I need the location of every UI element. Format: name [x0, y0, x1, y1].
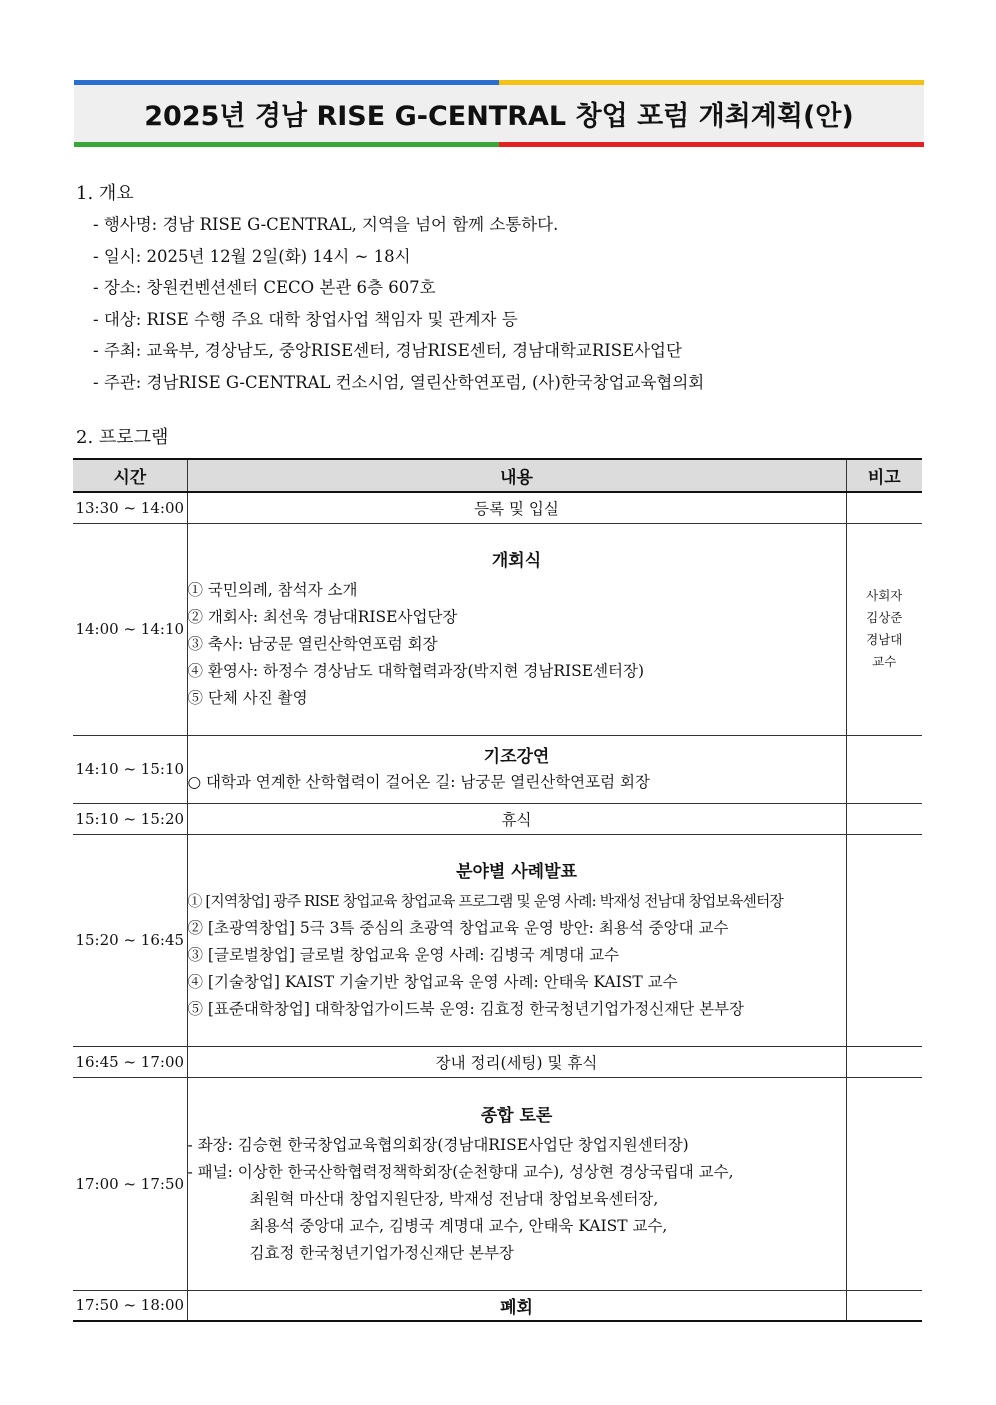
banner-bar-yellow	[499, 80, 924, 85]
row-content: 등록 및 입실	[187, 492, 846, 523]
row-time: 14:00 ~ 14:10	[73, 523, 187, 735]
program-line: ② 개회사: 최선욱 경남대RISE사업단장	[187, 608, 458, 626]
table-row	[73, 834, 922, 1046]
note-line: 김상준	[866, 610, 903, 625]
block-title: 기조강연	[483, 747, 550, 767]
col-header-time: 시간	[73, 459, 187, 492]
note-line: 경남대	[866, 632, 903, 647]
row-note	[846, 1046, 922, 1077]
program-line: ⑤ 단체 사진 촬영	[187, 689, 308, 707]
row-note	[846, 735, 922, 803]
program-line: ① [지역창업] 광주 RISE 창업교육 창업교육 프로그램 및 운영 사례: 박재성 전남대 창업보육센터장	[187, 893, 783, 910]
row-note	[846, 834, 922, 1046]
program-line: ④ [기술창업] KAIST 기술기반 창업교육 운영 사례: 안태욱 KAIST 교수	[187, 973, 678, 991]
program-line: ① 국민의례, 참석자 소개	[187, 581, 358, 599]
block-title: 종합 토론	[480, 1105, 553, 1126]
program-line: - 좌장: 김승현 한국창업교육협의회장(경남대RISE사업단 창업지원센터장)	[187, 1135, 689, 1154]
row-note	[846, 1077, 922, 1290]
table-row	[73, 492, 922, 523]
overview-organizer: - 주관: 경남RISE G-CENTRAL 컨소시엄, 열린산학연포럼, (사)한국창업교육협의회	[93, 372, 705, 392]
program-line: - 패널: 이상한 한국산학협력정책학회장(순천향대 교수), 성상현 경상국립대 교수,	[187, 1162, 734, 1181]
program-line: 김효정 한국청년기업가정신재단 본부장	[249, 1243, 514, 1262]
overview-venue: - 장소: 창원컨벤션센터 CECO 본관 6층 607호	[93, 278, 436, 297]
program-line: ○ 대학과 연계한 산학협력이 걸어온 길: 남궁문 열린산학연포럼 회장	[187, 773, 650, 791]
row-time: 13:30 ~ 14:00	[73, 492, 187, 523]
program-line: ④ 환영사: 하정수 경상남도 대학협력과장(박지현 경남RISE센터장)	[187, 662, 645, 680]
overview-date: - 일시: 2025년 12월 2일(화) 14시 ~ 18시	[93, 246, 411, 266]
table-row	[73, 523, 922, 735]
note-line: 사회자	[866, 588, 903, 603]
overview-list	[93, 212, 704, 401]
block-title: 분야별 사례발표	[456, 862, 577, 882]
program-line: ② [초광역창업] 5극 3특 중심의 초광역 창업교육 운영 방안: 최용석 중앙대 교수	[187, 919, 729, 937]
row-time: 14:10 ~ 15:10	[73, 735, 187, 803]
row-time: 15:10 ~ 15:20	[73, 803, 187, 834]
row-note	[846, 1290, 922, 1321]
program-line: 최원혁 마산대 창업지원단장, 박재성 전남대 창업보육센터장,	[249, 1189, 659, 1208]
program-line: ③ [글로벌창업] 글로벌 창업교육 운영 사례: 김병국 계명대 교수	[187, 946, 620, 964]
banner-bar-green	[74, 142, 499, 147]
row-content	[187, 1077, 846, 1290]
row-content	[187, 735, 846, 803]
row-content	[187, 523, 846, 735]
row-content	[187, 834, 846, 1046]
table-row	[73, 803, 922, 834]
row-note	[846, 492, 922, 523]
program-table	[73, 458, 922, 1322]
banner-bar-red	[499, 142, 924, 147]
block-title: 개회식	[491, 551, 542, 571]
banner-bar-blue	[74, 80, 499, 85]
table-row	[73, 735, 922, 803]
row-time: 15:20 ~ 16:45	[73, 834, 187, 1046]
note-line: 교수	[872, 654, 897, 669]
col-header-note: 비고	[846, 459, 922, 492]
row-content: 장내 정리(세팅) 및 휴식	[187, 1046, 846, 1077]
program-line: ⑤ [표준대학창업] 대학창업가이드북 운영: 김효정 한국청년기업가정신재단 본부장	[187, 1000, 744, 1018]
table-row	[73, 1290, 922, 1321]
row-time: 16:45 ~ 17:00	[73, 1046, 187, 1077]
table-header-row	[73, 459, 922, 492]
title-banner	[74, 80, 924, 147]
row-time: 17:50 ~ 18:00	[73, 1290, 187, 1321]
section-program-heading: 2. 프로그램	[76, 427, 169, 448]
program-line: ③ 축사: 남궁문 열린산학연포럼 회장	[187, 635, 438, 653]
table-row	[73, 1046, 922, 1077]
row-note	[846, 803, 922, 834]
program-line: 최용석 중앙대 교수, 김병국 계명대 교수, 안태욱 KAIST 교수,	[249, 1216, 668, 1235]
row-time: 17:00 ~ 17:50	[73, 1077, 187, 1290]
col-header-content: 내용	[187, 459, 846, 492]
row-content: 폐회	[187, 1290, 846, 1321]
overview-event-name: - 행사명: 경남 RISE G-CENTRAL, 지역을 넘어 함께 소통하다.	[93, 215, 559, 234]
page-title: 2025년 경남 RISE G-CENTRAL 창업 포럼 개최계획(안)	[144, 101, 854, 132]
overview-host: - 주최: 교육부, 경상남도, 중앙RISE센터, 경남RISE센터, 경남대학교RISE사업단	[93, 341, 682, 360]
overview-target: - 대상: RISE 수행 주요 대학 창업사업 책임자 및 관계자 등	[93, 309, 518, 329]
row-note	[846, 523, 922, 735]
section-overview-heading: 1. 개요	[76, 183, 134, 204]
table-row	[73, 1077, 922, 1290]
row-content: 휴식	[187, 803, 846, 834]
